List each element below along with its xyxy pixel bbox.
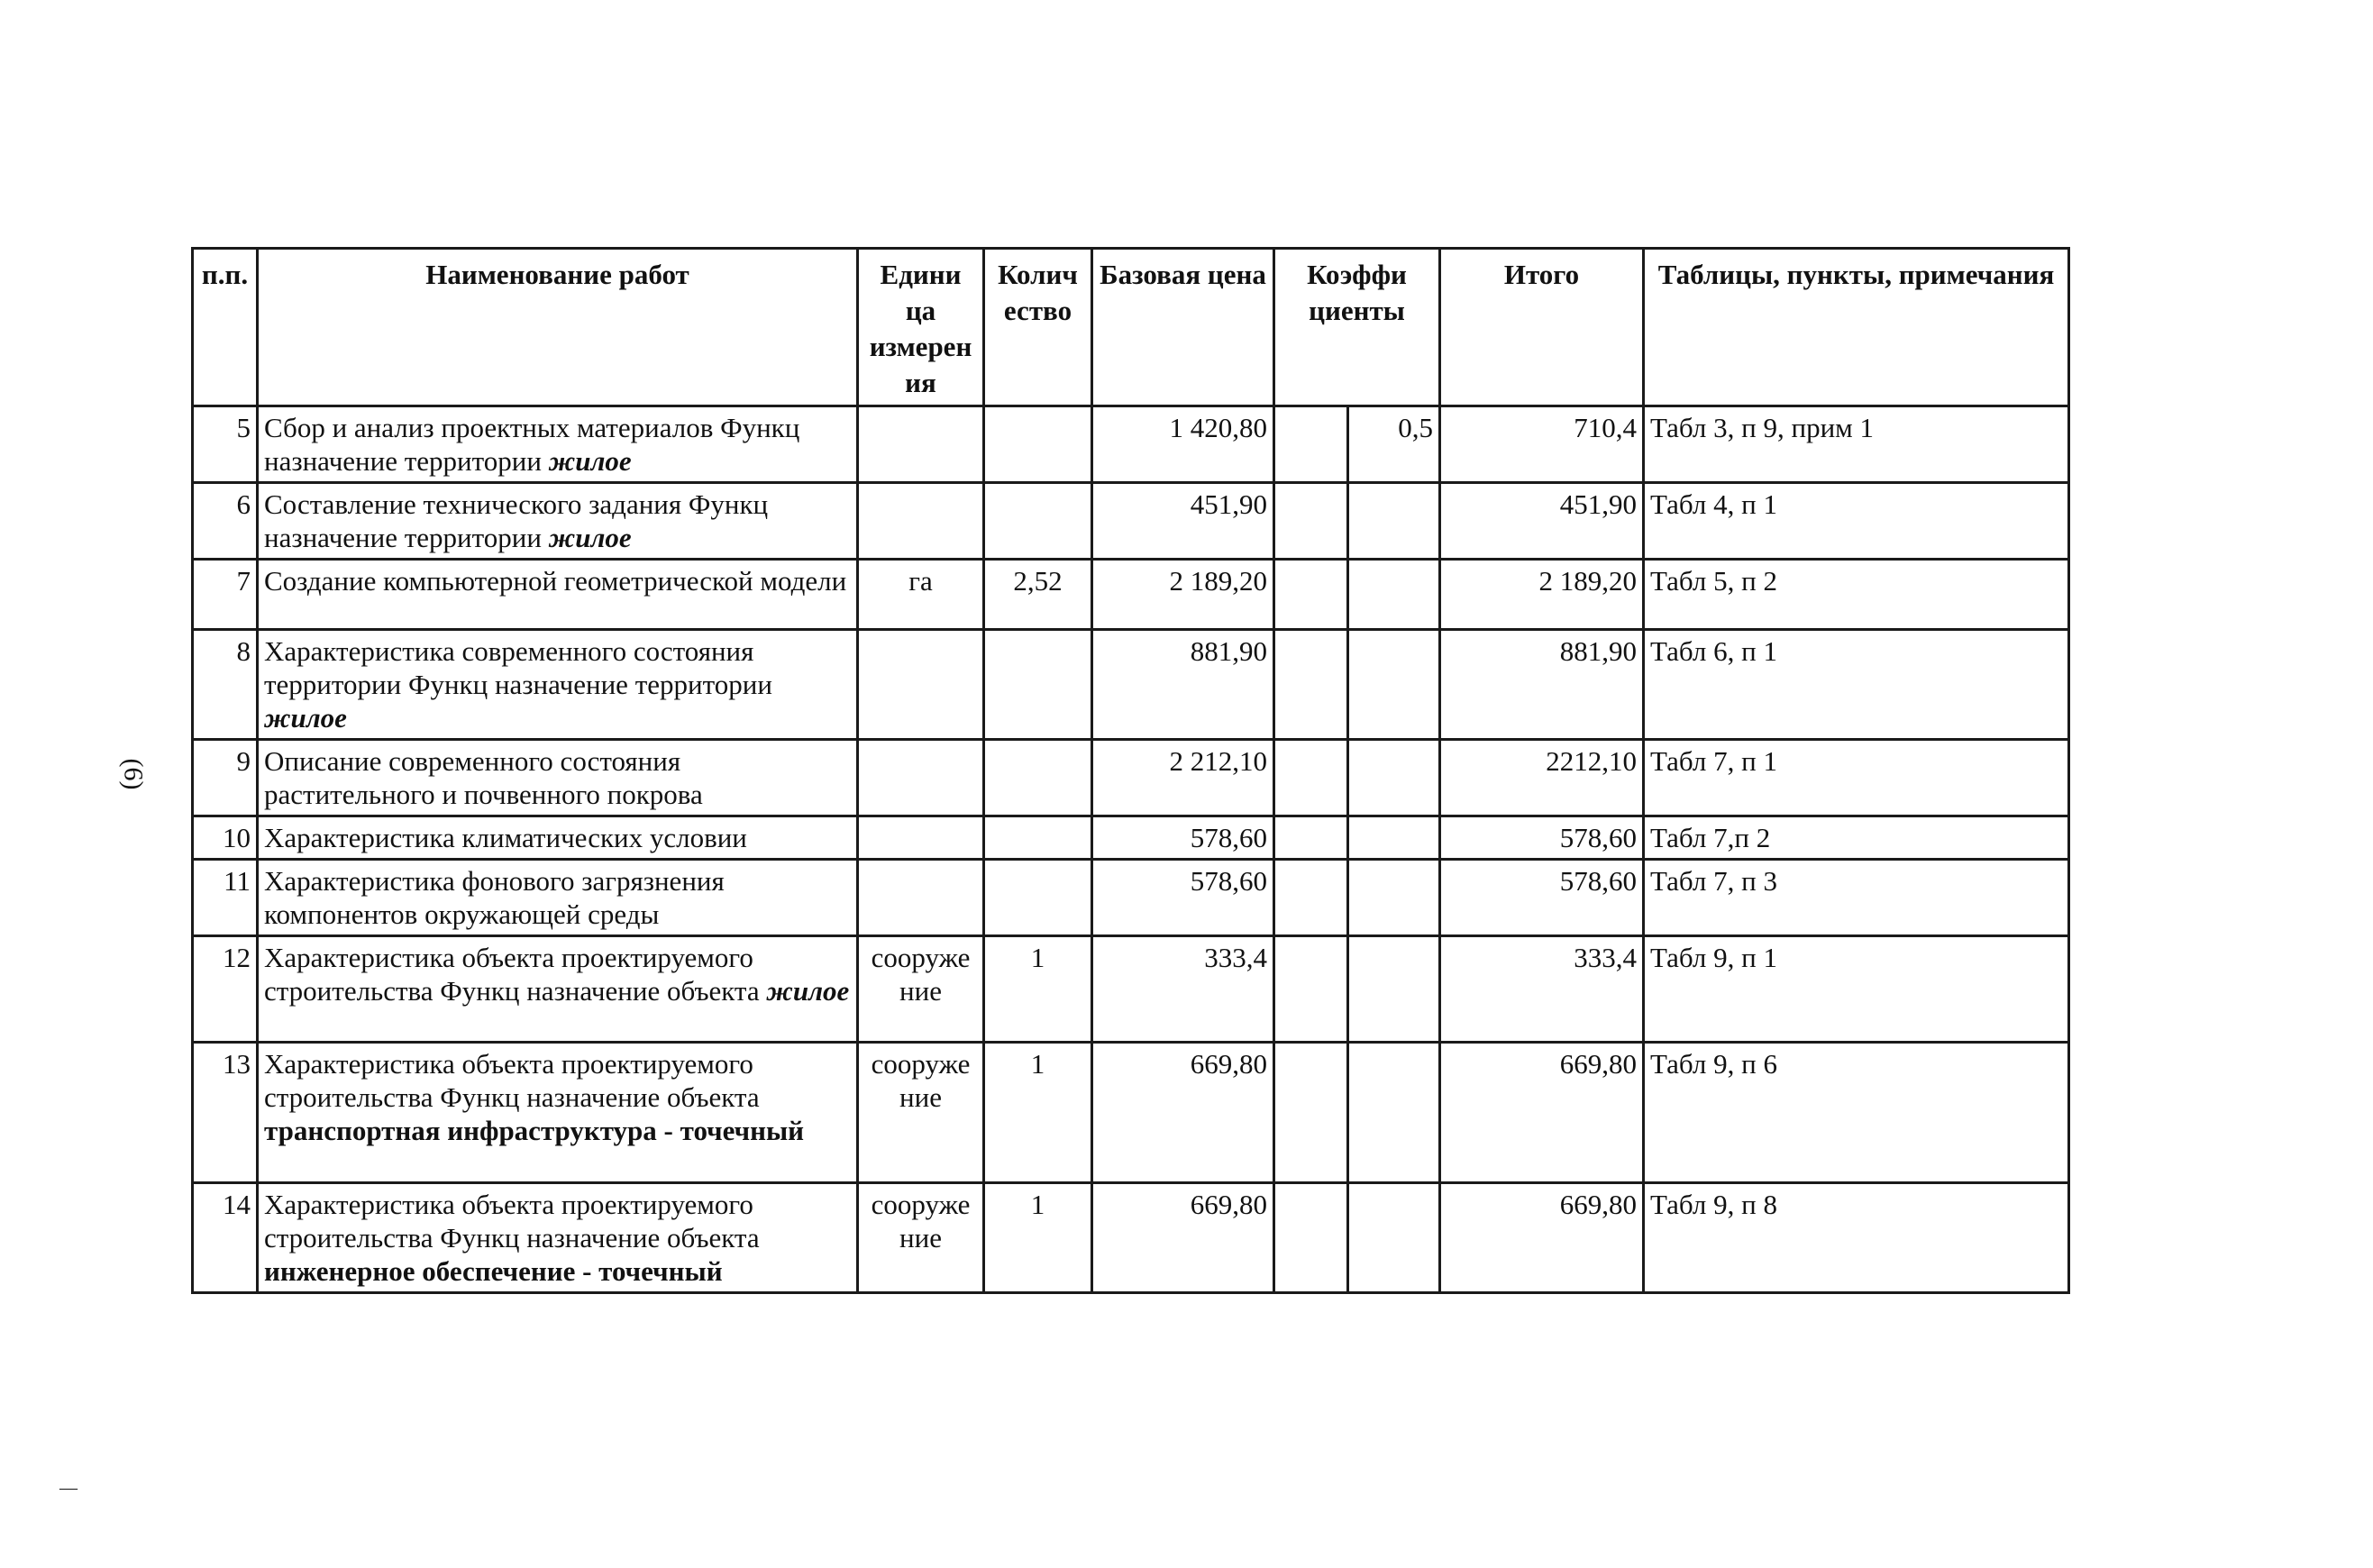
unit-cell: сооруже ние <box>858 1043 984 1183</box>
total-cell: 578,60 <box>1440 816 1644 860</box>
header-refs: Таблицы, пункты, примечания <box>1644 249 2069 406</box>
work-name: Сбор и анализ проектных материалов Функц назначение территории <box>264 412 800 477</box>
quantity-cell <box>984 406 1092 483</box>
unit-cell <box>858 406 984 483</box>
coef-cell-b <box>1348 560 1440 630</box>
row-number: 13 <box>193 1043 258 1183</box>
reference-cell: Табл 7,п 2 <box>1644 816 2069 860</box>
unit-cell <box>858 816 984 860</box>
work-name-cell <box>258 406 858 483</box>
coef-cell-b <box>1348 740 1440 816</box>
total-cell: 333,4 <box>1440 936 1644 1043</box>
coef-cell-b <box>1348 483 1440 560</box>
unit-cell <box>858 483 984 560</box>
quantity-cell <box>984 740 1092 816</box>
table-row <box>193 406 2069 483</box>
coef-cell-a <box>1274 1043 1348 1183</box>
quantity-cell <box>984 483 1092 560</box>
row-number: 10 <box>193 816 258 860</box>
row-number: 5 <box>193 406 258 483</box>
total-cell: 578,60 <box>1440 860 1644 936</box>
header-qty: Колич ество <box>984 249 1092 406</box>
reference-cell: Табл 9, п 6 <box>1644 1043 2069 1183</box>
quantity-cell: 2,52 <box>984 560 1092 630</box>
table-row <box>193 483 2069 560</box>
work-name-cell <box>258 1183 858 1293</box>
base-price-cell: 881,90 <box>1092 630 1274 740</box>
table-row <box>193 1043 2069 1183</box>
coef-cell-a <box>1274 1183 1348 1293</box>
work-name-cell <box>258 483 858 560</box>
coef-cell-a <box>1274 936 1348 1043</box>
coef-cell-b <box>1348 1043 1440 1183</box>
table-header-row <box>193 249 2069 406</box>
table-row <box>193 816 2069 860</box>
table-body <box>193 406 2069 1293</box>
coef-cell-b: 0,5 <box>1348 406 1440 483</box>
reference-cell: Табл 5, п 2 <box>1644 560 2069 630</box>
quantity-cell: 1 <box>984 1043 1092 1183</box>
table-row <box>193 740 2069 816</box>
work-name: Характеристика объекта проектируемого строительства Функц назначение объекта <box>264 1189 760 1253</box>
quantity-cell <box>984 630 1092 740</box>
coef-cell-a <box>1274 740 1348 816</box>
table-row <box>193 860 2069 936</box>
coef-cell-b <box>1348 816 1440 860</box>
work-function-emphasis: жилое <box>548 445 632 477</box>
work-name-cell <box>258 630 858 740</box>
work-name: Характеристика объекта проектируемого строительства Функц назначение объекта <box>264 1048 760 1113</box>
work-name-cell <box>258 860 858 936</box>
unit-cell <box>858 860 984 936</box>
total-cell: 2 189,20 <box>1440 560 1644 630</box>
work-function-emphasis: жилое <box>766 975 850 1007</box>
table-row <box>193 936 2069 1043</box>
base-price-cell: 578,60 <box>1092 860 1274 936</box>
coef-cell-a <box>1274 406 1348 483</box>
reference-cell: Табл 7, п 1 <box>1644 740 2069 816</box>
base-price-cell: 2 189,20 <box>1092 560 1274 630</box>
reference-cell: Табл 3, п 9, прим 1 <box>1644 406 2069 483</box>
header-total: Итого <box>1440 249 1644 406</box>
base-price-cell: 1 420,80 <box>1092 406 1274 483</box>
base-price-cell: 669,80 <box>1092 1043 1274 1183</box>
table-row <box>193 630 2069 740</box>
work-name-cell <box>258 1043 858 1183</box>
unit-cell <box>858 740 984 816</box>
coef-cell-a <box>1274 483 1348 560</box>
row-number: 6 <box>193 483 258 560</box>
table-row <box>193 1183 2069 1293</box>
footer-mark: — <box>59 1478 78 1498</box>
unit-cell: га <box>858 560 984 630</box>
work-name: Характеристика фонового загрязнения компонентов окружающей среды <box>264 865 725 930</box>
work-name: Описание современного состояния растительного и почвенного покрова <box>264 745 703 810</box>
base-price-cell: 2 212,10 <box>1092 740 1274 816</box>
quantity-cell: 1 <box>984 936 1092 1043</box>
unit-cell: сооруже ние <box>858 1183 984 1293</box>
row-number: 14 <box>193 1183 258 1293</box>
quantity-cell <box>984 860 1092 936</box>
row-number: 7 <box>193 560 258 630</box>
coef-cell-a <box>1274 860 1348 936</box>
header-num: п.п. <box>193 249 258 406</box>
total-cell: 2212,10 <box>1440 740 1644 816</box>
coef-cell-a <box>1274 816 1348 860</box>
total-cell: 881,90 <box>1440 630 1644 740</box>
reference-cell: Табл 9, п 1 <box>1644 936 2069 1043</box>
coef-cell-b <box>1348 936 1440 1043</box>
work-function-emphasis: инженерное обеспечение - точечный <box>264 1255 723 1287</box>
header-coef: Коэффи циенты <box>1274 249 1440 406</box>
base-price-cell: 451,90 <box>1092 483 1274 560</box>
reference-cell: Табл 9, п 8 <box>1644 1183 2069 1293</box>
reference-cell: Табл 6, п 1 <box>1644 630 2069 740</box>
work-name: Создание компьютерной геометрической модели <box>264 565 847 597</box>
coef-cell-a <box>1274 560 1348 630</box>
work-name: Характеристика современного состояния территории Функц назначение территории <box>264 635 772 700</box>
work-name: Составление технического задания Функц назначение территории <box>264 488 769 553</box>
total-cell: 669,80 <box>1440 1043 1644 1183</box>
work-name: Характеристика объекта проектируемого строительства Функц назначение объекта <box>264 942 760 1007</box>
reference-cell: Табл 7, п 3 <box>1644 860 2069 936</box>
work-name-cell <box>258 560 858 630</box>
total-cell: 669,80 <box>1440 1183 1644 1293</box>
header-name: Наименование работ <box>258 249 858 406</box>
base-price-cell: 578,60 <box>1092 816 1274 860</box>
coef-cell-b <box>1348 630 1440 740</box>
quantity-cell: 1 <box>984 1183 1092 1293</box>
works-cost-table <box>191 247 2070 1294</box>
table-row <box>193 560 2069 630</box>
reference-cell: Табл 4, п 1 <box>1644 483 2069 560</box>
coef-cell-b <box>1348 1183 1440 1293</box>
unit-cell: сооруже ние <box>858 936 984 1043</box>
quantity-cell <box>984 816 1092 860</box>
row-number: 11 <box>193 860 258 936</box>
total-cell: 451,90 <box>1440 483 1644 560</box>
work-function-emphasis: транспортная инфраструктура - точечный <box>264 1115 805 1146</box>
work-name-cell <box>258 816 858 860</box>
work-name-cell <box>258 740 858 816</box>
coef-cell-b <box>1348 860 1440 936</box>
coef-cell-a <box>1274 630 1348 740</box>
row-number: 8 <box>193 630 258 740</box>
total-cell: 710,4 <box>1440 406 1644 483</box>
header-unit: Едини ца измерен ия <box>858 249 984 406</box>
work-function-emphasis: жилое <box>264 702 347 734</box>
row-number: 9 <box>193 740 258 816</box>
base-price-cell: 333,4 <box>1092 936 1274 1043</box>
header-base-price: Базовая цена <box>1092 249 1274 406</box>
page-side-mark: (6) <box>118 758 149 790</box>
base-price-cell: 669,80 <box>1092 1183 1274 1293</box>
row-number: 12 <box>193 936 258 1043</box>
unit-cell <box>858 630 984 740</box>
work-function-emphasis: жилое <box>548 522 632 553</box>
work-name: Характеристика климатических условии <box>264 822 747 853</box>
work-name-cell <box>258 936 858 1043</box>
